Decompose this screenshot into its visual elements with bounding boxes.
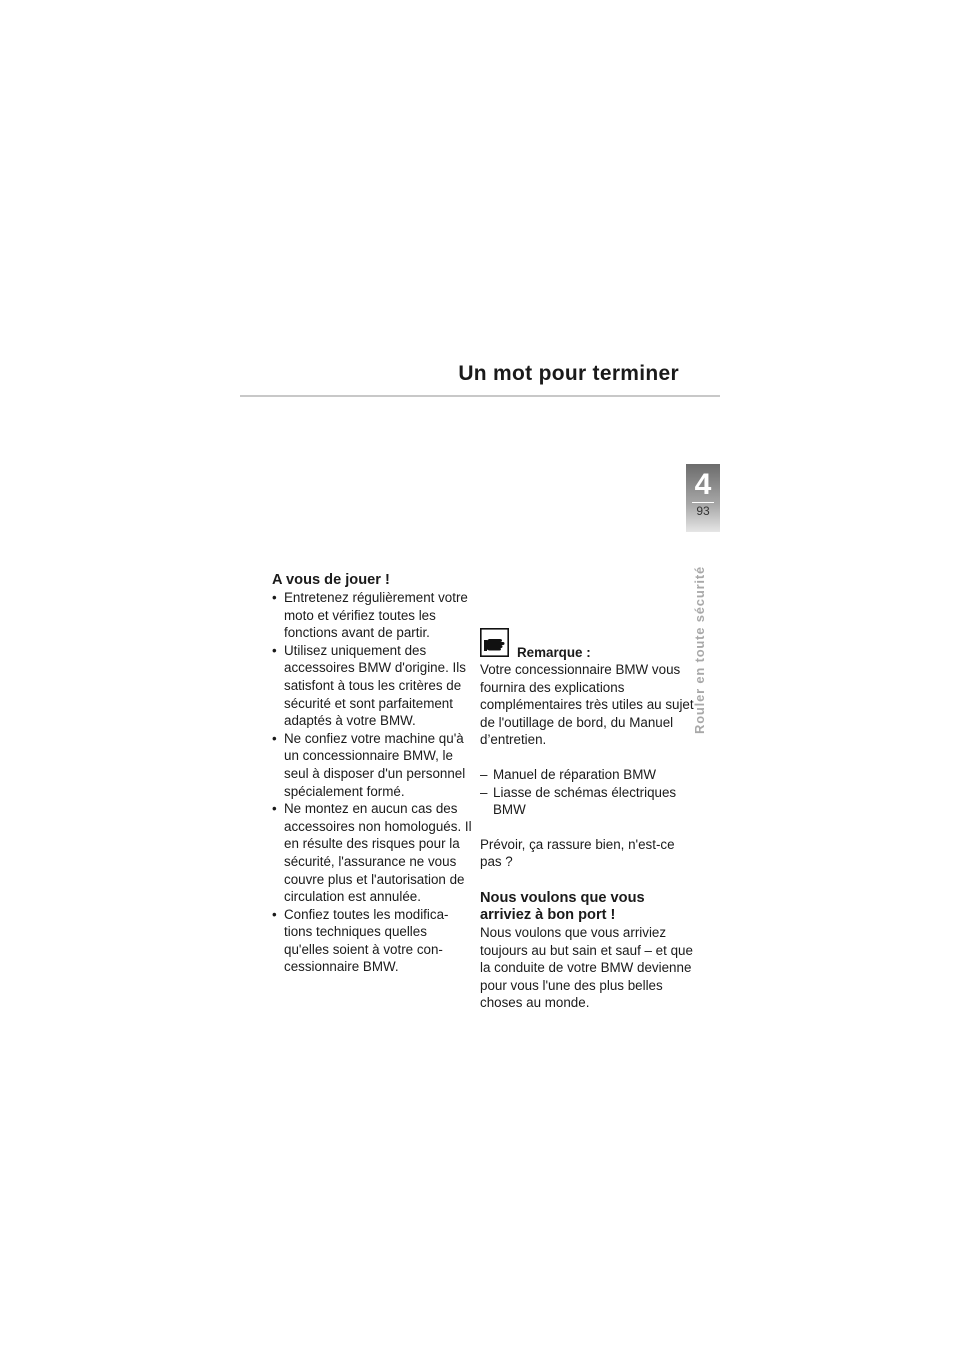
manual-dash-list [480,766,695,819]
list-item: • Confiez toutes les modifications techniques quelles qu'elles soient à votre concessionnaire BMW. [272,906,472,976]
chapter-number: 4 [694,468,712,501]
note-text: Votre concessionnaire BMW vous fournira des explications complémentaires très utiles au sujet de l'outillage de bord, du Manuel d’entretien. [480,662,694,748]
note-label: Remarque : [517,645,591,660]
list-item: • Ne confiez votre machine qu'à un concessionnaire BMW, le seul à disposer d'un personnel spécialement formé. [272,730,472,800]
closing-question: Prévoir, ça rassure bien, n'est-ce pas ? [480,836,675,870]
final-text: Nous voulons que vous arriviez toujours au but sain et sauf – et que la conduite de votre BMW devienne pour vous l'une des plus belles choses au monde. [480,924,693,1011]
page-number: 93 [696,504,710,518]
list-item: • Entretenez régulièrement votre moto et vérifiez toutes les fonctions avant de partir. [272,589,472,642]
note-header [480,625,695,660]
chapter-side-label: Rouler en toute sécurité [692,565,707,734]
page-title: Un mot pour terminer [458,362,679,385]
list-item: • Ne montez en aucun cas des accessoires non homologués. Il en résulte des risques pour la sécurité, l'assurance ne vous couvre plus et l'autorisation de circulation est annulée. [272,800,472,906]
right-column [480,625,695,1012]
list-item: – Liasse de schémas électriques BMW [480,784,695,819]
left-column [272,572,472,976]
chapter-tab [686,464,720,532]
section-heading-a-vous-de-jouer: A vous de jouer ! [272,572,390,588]
list-item: • Utilisez uniquement des accessoires BMW d'origine. Ils satisfont à tous les critères de sécurité et sont parfaitement adaptés à votre BMW. [272,642,472,730]
note-pointing-hand-icon [480,628,509,657]
list-item: – Manuel de réparation BMW [480,766,695,784]
section-heading-bon-port: Nous voulons que vous arriviez à bon port ! [480,889,645,923]
safety-bullet-list [272,589,472,976]
title-rule [240,395,720,397]
